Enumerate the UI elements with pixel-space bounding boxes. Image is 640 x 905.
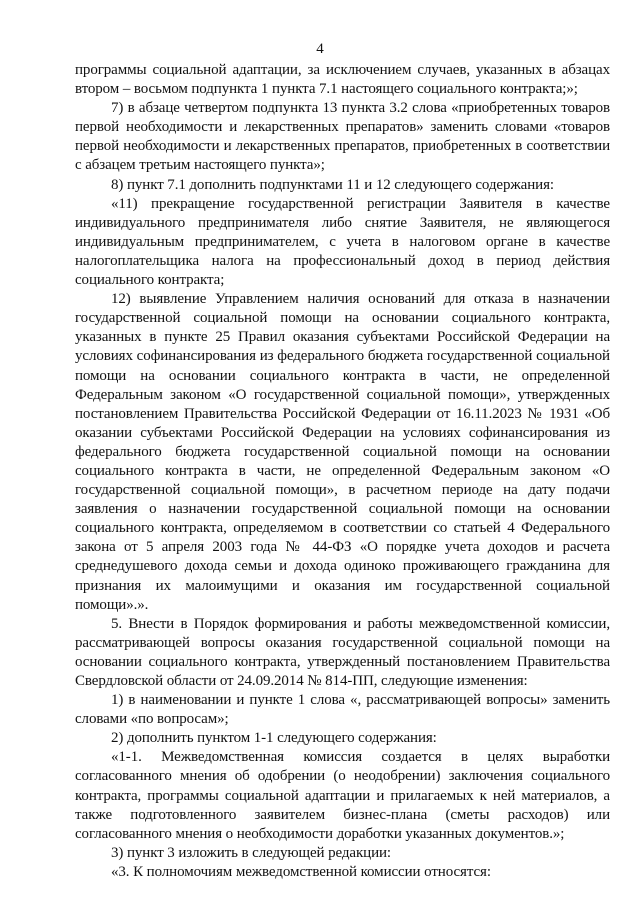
paragraph-subitem-11: «11) прекращение государственной регистрации Заявителя в качестве индивидуального предпринимателя либо снятие Заявителя, не являющегося индивидуальным предпринимателем, с учета в налоговом органе в качестве налогоплательщика налога на профессиональный доход в период действия социального контракта; <box>75 195 610 289</box>
paragraph-item-3: 3) пункт 3 изложить в следующей редакции: <box>111 844 391 861</box>
paragraph-point-1-1: «1-1. Межведомственная комиссия создается в целях выработки согласованного мнения об одобрении (о неодобрении) заключения социального контракта, программы социальной адаптации и прилагаемых к ней материалов, а также подготовленного заявителем бизнес-плана (сметы расходов) или согласованного мнения о необходимости доработки указанных документов.»; <box>75 749 610 842</box>
document-body <box>75 61 610 882</box>
paragraph-subitem-12: 12) выявление Управлением наличия оснований для отказа в назначении государственной социальной помощи на основании социального контракта, указанных в пункте 25 Правил оказания субъектами Российской Федерации на условиях софинансирования из федерального бюджета государственной социальной помощи на основании социального контракта в части, не определенной Федеральным законом «О государственной социальной помощи», утвержденных постановлением Правительства Российской Федерации от 16.11.2023 № 1931 «Об оказании субъектами Российской Федерации на условиях софинансирования из федерального бюджета государственной социальной помощи на основании социального контракта в части, не определенной Федеральным законом «О государственной социальной помощи», в расчетном периоде на дату подачи заявления о назначении государственной социальной помощи на основании социального контракта, определяемом в соответствии со статьей 4 Федерального закона от 5 апреля 2003 года № 44-ФЗ «О порядке учета доходов и расчета среднедушевого дохода семьи и дохода одиноко проживающего гражданина для признания их малоимущими и оказания им государственной социальной помощи».». <box>75 291 610 613</box>
paragraph-section-5: 5. Внести в Порядок формирования и работы межведомственной комиссии, рассматривающей вопросы оказания государственной социальной помощи на основании социального контракта, утвержденный постановлением Правительства Свердловской области от 24.09.2014 № 814-ПП, следующие изменения: <box>75 615 610 689</box>
paragraph-point-3: «3. К полномочиям межведомственной комиссии относятся: <box>111 863 491 880</box>
page-number: 4 <box>316 41 324 57</box>
paragraph-item-8: 8) пункт 7.1 дополнить подпунктами 11 и 12 следующего содержания: <box>111 176 554 193</box>
paragraph-item-1: 1) в наименовании и пункте 1 слова «, рассматривающей вопросы» заменить словами «по вопросам»; <box>75 692 610 728</box>
paragraph-item-2: 2) дополнить пунктом 1-1 следующего содержания: <box>111 730 437 747</box>
paragraph-continuation: программы социальной адаптации, за исключением случаев, указанных в абзацах втором – восьмом подпункта 1 пункта 7.1 настоящего социального контракта;»; <box>75 62 610 98</box>
paragraph-item-7: 7) в абзаце четвертом подпункта 13 пункта 3.2 слова «приобретенных товаров первой необходимости и лекарственных препаратов» заменить словами «товаров первой необходимости и лекарственных препаратов, приобретенных в соответствии с абзацем третьим настоящего пункта»; <box>75 100 610 174</box>
